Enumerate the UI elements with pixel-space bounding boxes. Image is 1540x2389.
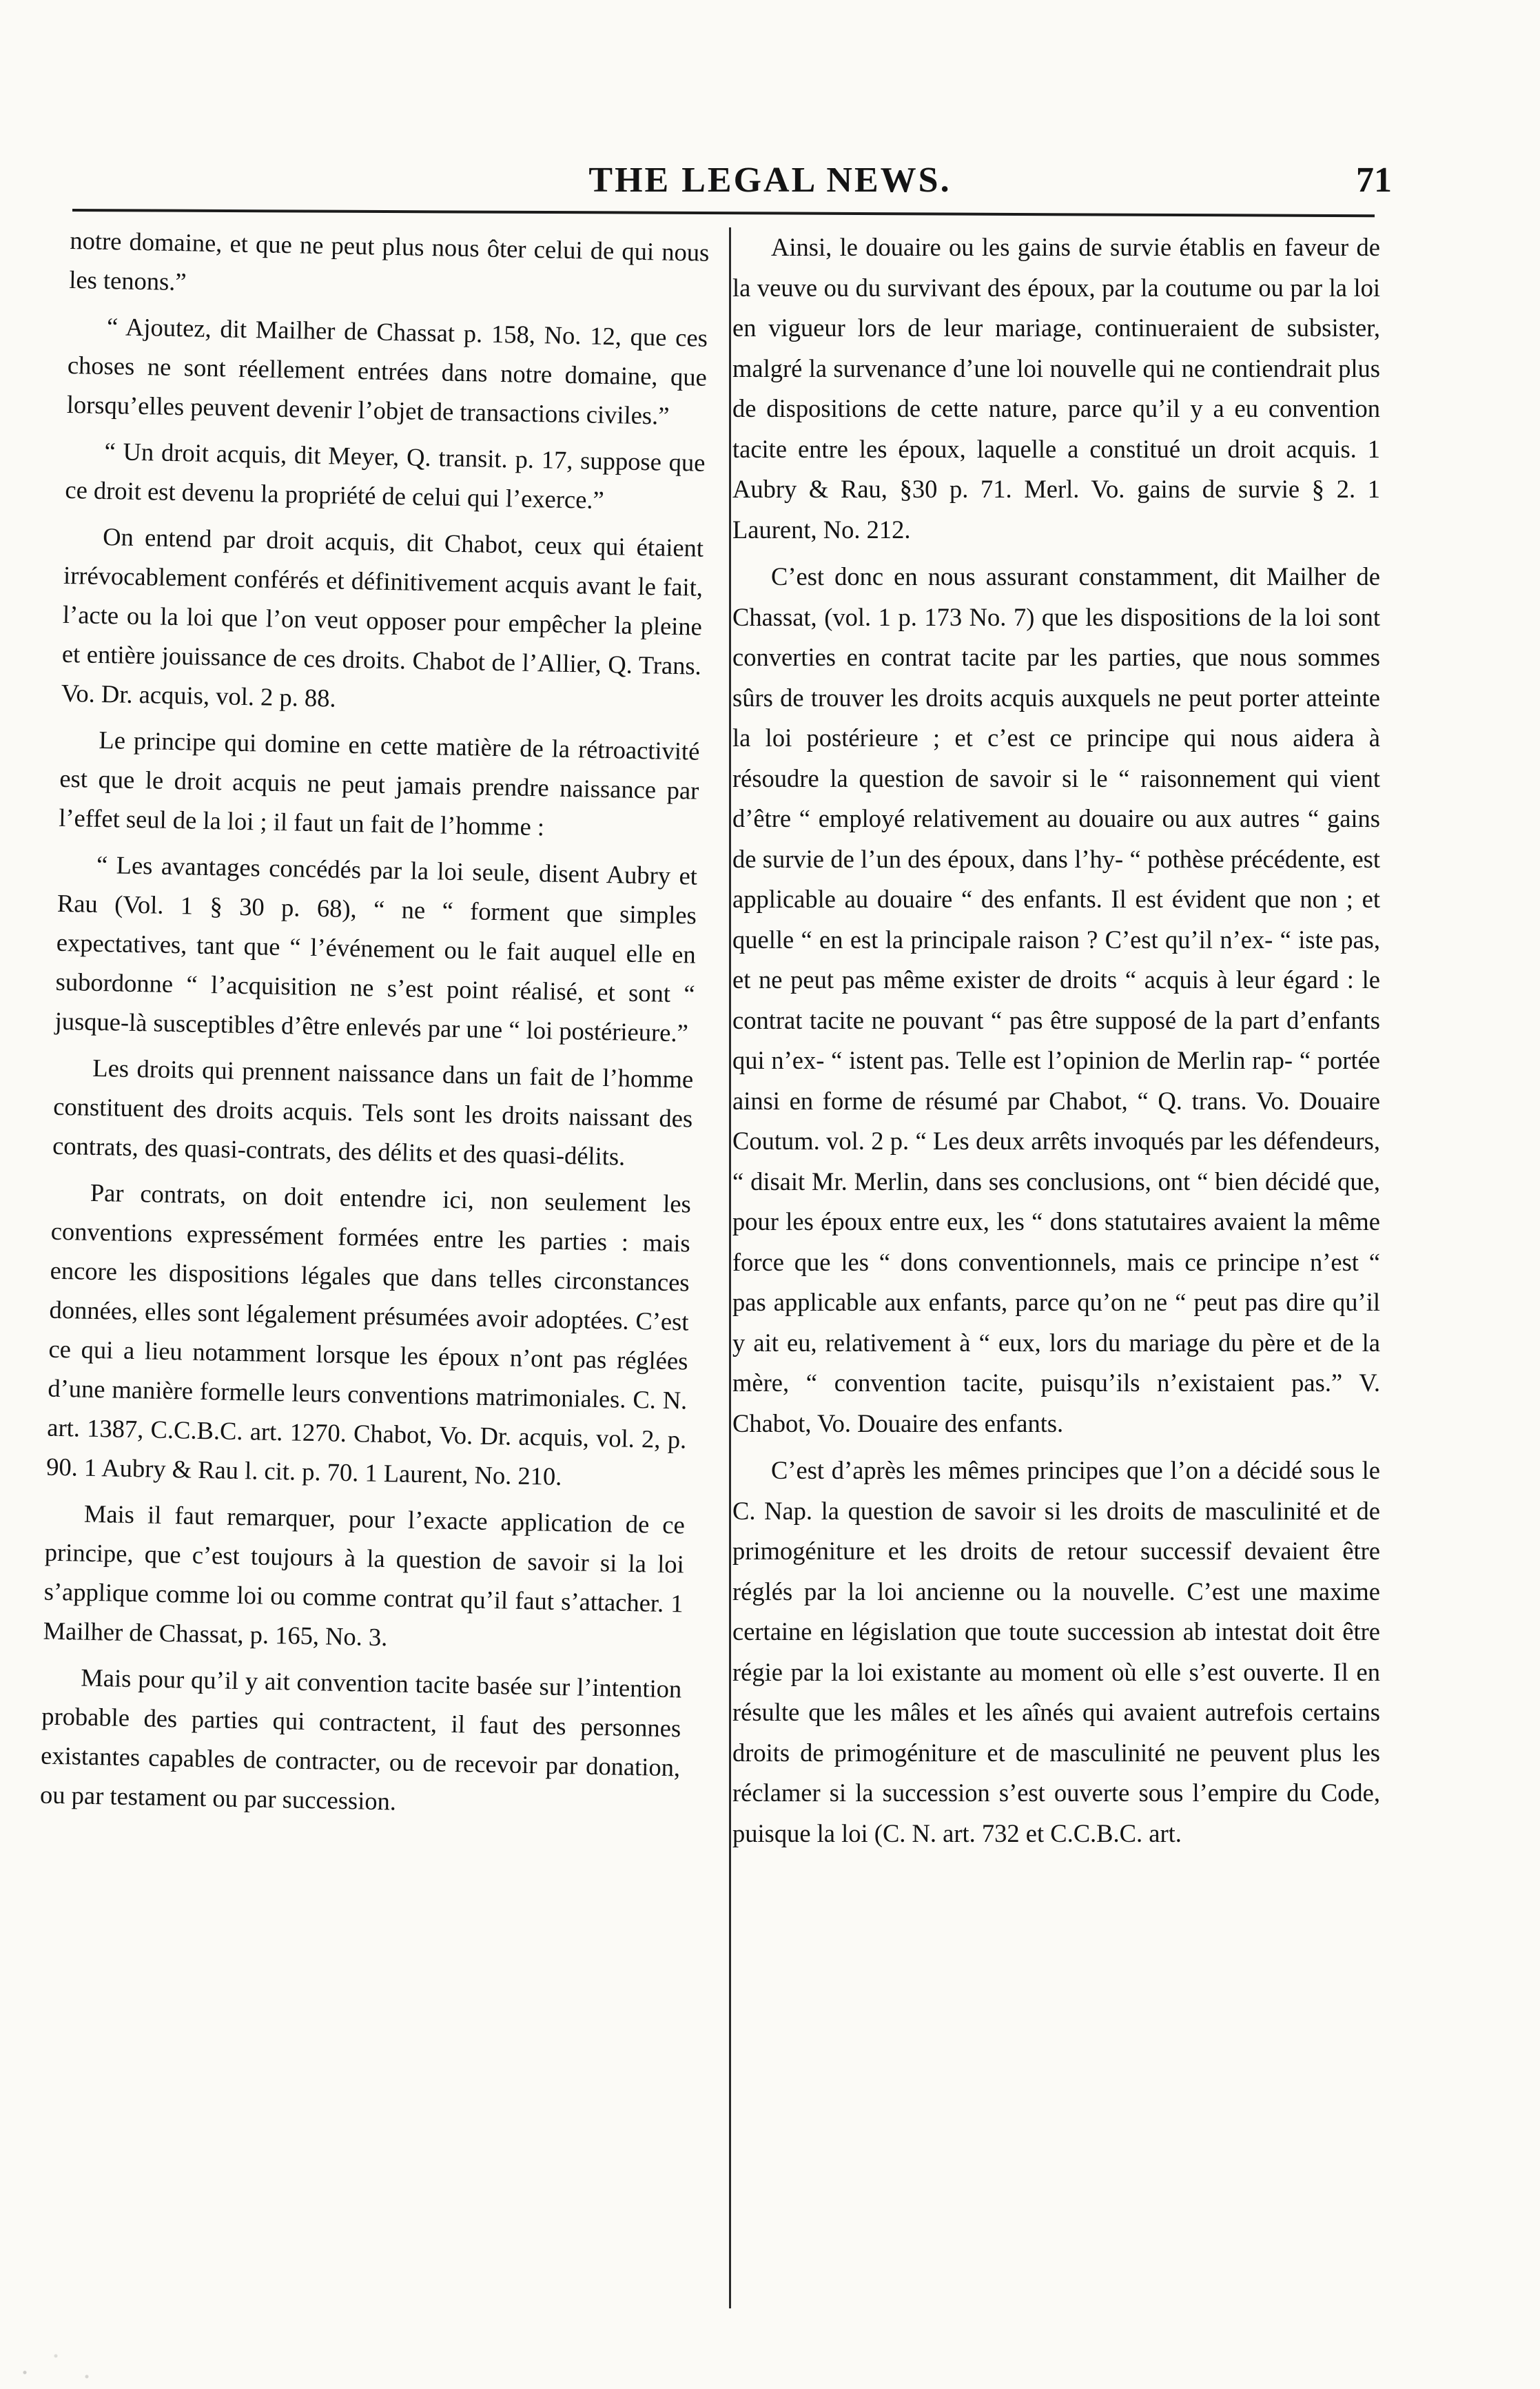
paragraph: “ Les avantages concédés par la loi seule, disent Aubry et Rau (Vol. 1 § 30 p. 68), “ ne “ forment que simples expectatives, tant que “ l’événement ou le fait auquel elle en subordonne “ l’acquisition ne s’est point réalisé, et sont “ jusque-là susceptibles d’être enlevés par une “ loi postérieure.” [54, 850, 704, 1047]
column-divider [729, 227, 731, 2308]
paragraph: C’est d’après les mêmes principes que l’on a décidé sous le C. Nap. la question de savoir si les droits de masculinité et de primogéniture et les droits de retour successif devaient être réglés par la loi ancienne ou la nouvelle. C’est une maxime certaine en législation que toute succession ab intestat doit être régie par la loi existante au moment où elle s’est ouverte. Il en résulte que les mâles et les aînés qui avaient autrefois certains droits de primogéniture et de masculinité ne peuvent plus les réclamer si la succession s’est ouverte sous l’empire du Code, puisque la loi (C. N. art. 732 et C.C.B.C. art. [732, 1456, 1387, 1847]
paragraph: Mais pour qu’il y ait convention tacite basée sur l’intention probable des parties qui contractent, il faut des personnes existantes capables de contracter, ou de recevoir par donation, ou par testament ou par succession. [39, 1663, 688, 1816]
paragraph: C’est donc en nous assurant constamment, dit Mailher de Chassat, (vol. 1 p. 173 No. 7) que les dispositions de la loi sont converties en contrat tacite par les parties, que nous sommes sûrs de trouver les droits acquis auxquels ne peut porter atteinte la loi postérieure ; et c’est ce principe qui nous aidera à résoudre la question de savoir si le “ raisonnement qui vient d’être “ employé relativement au douaire ou aux autres “ gains de survie de l’un des époux, dans l’hy- “ pothèse précédente, est applicable au douaire “ des enfants. Il est évident que non ; et quelle “ en est la principale raison ? C’est qu’il n’ex- “ iste pas, et ne peut pas même exister de droits “ acquis à leur égard : le contrat tacite ne pouvant “ pas être supposé de la part d’enfants qui n’ex- “ istent pas. Telle est l’opinion de Merlin rap- “ portée ainsi en forme de résumé par Chabot, “ Q. trans. Vo. Douaire Coutum. vol. 2 p. “ Les deux arrêts invoqués par les défendeurs, “ disait Mr. Merlin, dans ses conclusions, ont “ bien décidé que, pour les époux entre eux, les “ dons statutaires avaient la même force que les “ dons conventionnels, mais ce principe n’est “ pas applicable aux enfants, parce qu’on ne “ peut pas dire qu’il y ait eu, relativement à “ eux, lors du mariage du père et de la mère, “ convention tacite, puisqu’ils n’existaient pas.” V. Chabot, Vo. Douaire des enfants. [732, 562, 1387, 1437]
paragraph: On entend par droit acquis, dit Chabot, ceux qui étaient irrévocablement conférés et définitivement acquis avant le fait, l’acte ou la loi que l’on veut opposer pour empêcher la pleine et entière jouissance de ces droits. Chabot de l’Allier, Q. Trans. Vo. Dr. acquis, vol. 2 p. 88. [61, 522, 710, 712]
page-header-title: THE LEGAL NEWS. [588, 161, 952, 200]
paragraph: “ Ajoutez, dit Mailher de Chassat p. 158, No. 12, que ces choses ne sont réellement entrées dans notre domaine, que lorsqu’elles peuvent devenir l’objet de transactions civiles.” [66, 312, 715, 430]
paragraph: Par contrats, on doit entendre ici, non seulement les conventions expressément formées entre les parties : mais encore les dispositions légales que dans telles circonstances données, elles sont légalement présumées avoir adoptées. C’est ce qui a lieu notamment lorsque les époux n’ont pas réglées d’une manière formelle leurs conventions matrimoniales. C. N. art. 1387, C.C.B.C. art. 1270. Chabot, Vo. Dr. acquis, vol. 2, p. 90. 1 Aubry & Rau l. cit. p. 70. 1 Laurent, No. 210. [45, 1178, 698, 1491]
paragraph: notre domaine, et que ne peut plus nous ôter celui de qui nous les tenons.” [68, 225, 716, 296]
paragraph: Ainsi, le douaire ou les gains de survie établis en faveur de la veuve ou du survivant des époux, par la coutume ou par la loi en vigueur lors de leur mariage, continueraient de subsister, malgré la survenance d’une loi nouvelle qui ne contiendrait plus de dispositions de cette nature, parce qu’il y a eu convention tacite entre les époux, laquelle a constitué un droit acquis. 1 Aubry & Rau, §30 p. 71. Merl. Vo. gains de survie § 2. 1 Laurent, No. 212. [732, 233, 1387, 544]
paragraph: “ Un droit acquis, dit Meyer, Q. transit. p. 17, suppose que ce droit est devenu la propriété de celui qui l’exerce.” [65, 437, 712, 514]
page-number: 71 [1356, 161, 1392, 200]
paragraph: Le principe qui domine en cette matière de la rétroactivité est que le droit acquis ne peut jamais prendre naissance par l’effet seul de la loi ; il faut un fait de l’homme : [58, 725, 706, 841]
right-text-column [732, 227, 1387, 1860]
header-rule [72, 209, 1375, 217]
left-text-column [39, 221, 716, 1833]
paragraph: Les droits qui prennent naissance dans un fait de l’homme constituent des droits acquis. Tels sont les droits naissant des contrats, des quasi-contrats, des délits et des quasi-délits. [52, 1053, 700, 1171]
paragraph: Mais il faut remarquer, pour l’exacte application de ce principe, que c’est toujours à la question de savoir si la loi s’applique comme loi ou comme contrat qu’il faut s’attacher. 1 Mailher de Chassat, p. 165, No. 3. [43, 1499, 692, 1652]
scan-speckle [0, 2306, 124, 2389]
